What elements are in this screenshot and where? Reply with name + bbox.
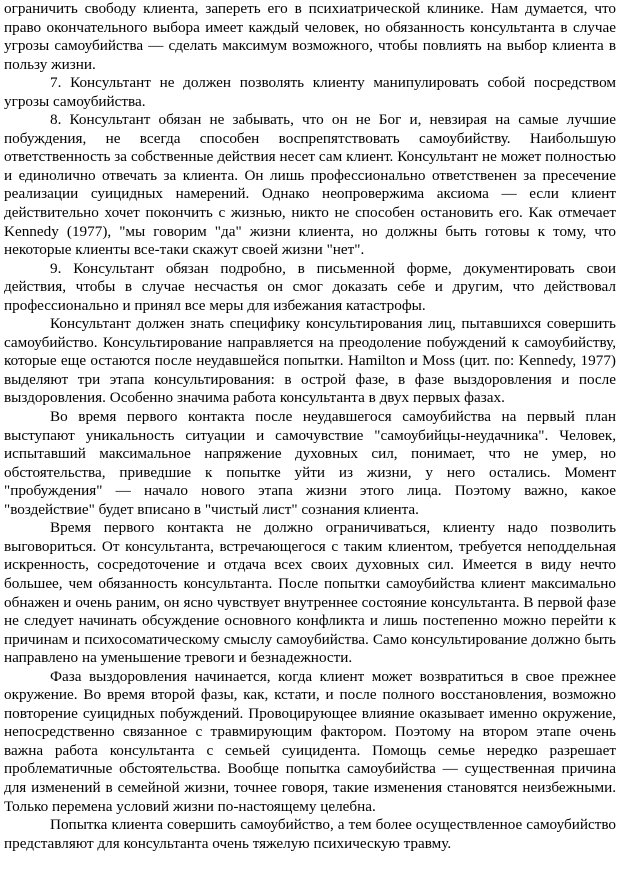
paragraph-recovery-phase: Фаза выздоровления начинается, когда клиент может возвратиться в свое прежнее окружение. Во время второй фазы, как, кстати, и после полного восстановления, возможно повторение суицидных побуждений. Провоцирующее влияние оказывает именно окружение, непосредственно связанное с травмирующим фактором. Поэтому на втором этапе очень важна работа консультанта с семьей суицидента. Помощь семье нередко разрешает проблематичные обстоятельства. Вообще попытка самоубийства — существенная причина для изменений в семейной жизни, точнее говоря, такие изменения становятся неизбежными. Только перемена условий жизни по-настоящему целебна. [4, 667, 616, 815]
paragraph-rule-8: 8. Консультант обязан не забывать, что он не Бог и, невзирая на самые лучшие побуждения, не всегда способен воспрепятствовать самоубийству. Наибольшую ответственность за собственные действия несет сам клиент. Консультант не может полностью и единолично отвечать за клиента. Он лишь профессионально ответственен за пресечение реализации суицидных намерений. Однако неопровержима аксиома — если клиент действительно хочет покончить с жизнью, никто не способен остановить его. Как отмечает Kennedy (1977), "мы говорим "да" жизни клиента, но должны быть готовы к тому, что некоторые клиенты все-таки скажут своей жизни "нет". [4, 111, 616, 259]
paragraph-rule-7: 7. Консультант не должен позволять клиенту манипулировать собой посредством угрозы самоубийства. [4, 74, 616, 110]
paragraph-first-contact: Во время первого контакта после неудавшегося самоубийства на первый план выступают уникальность ситуации и самочувствие "самоубийцы-неудачника". Человек, испытавший максимальное напряжение духовных сил, понимает, что не умер, но обстоятельства, приведшие к попытке уйти из жизни, у него остались. Момент "пробуждения" — начало нового этапа жизни этого лица. Поэтому важно, какое "воздействие" будет вписано в "чистый лист" сознания клиента. [4, 408, 616, 518]
paragraph-intro: ограничить свободу клиента, запереть его в психиатрической клинике. Нам думается, что право окончательного выбора имеет каждый человек, но обязанность консультанта в случае угрозы самоубийства — сделать максимум возможного, чтобы повлиять на выбор клиента в пользу жизни. [4, 0, 616, 73]
document-page [4, 0, 616, 853]
paragraph-contact-time: Время первого контакта не должно ограничиваться, клиенту надо позволить выговориться. От консультанта, встречающегося с таким клиентом, требуется неподдельная искренность, сосредоточение и отдача всех своих духовных сил. Имеется в виду нечто большее, чем обязанность консультанта. После попытки самоубийства клиент максимально обнажен и очень раним, он ясно чувствует внутреннее состояние консультанта. В первой фазе не следует начинать обсуждение основного конфликта и лишь постепенно можно перейти к причинам и психосоматическому смыслу самоубийства. Само консультирование должно быть направлено на уменьшение тревоги и безнадежности. [4, 519, 616, 667]
paragraph-rule-9: 9. Консультант обязан подробно, в письменной форме, документировать свои действия, чтобы в случае несчастья он смог доказать себе и другим, что действовал профессионально и принял все меры для избежания катастрофы. [4, 259, 616, 314]
paragraph-counselor-trauma: Попытка клиента совершить самоубийство, а тем более осуществленное самоубийство представляют для консультанта очень тяжелую психическую травму. [4, 816, 616, 852]
paragraph-counseling-specifics: Консультант должен знать специфику консультирования лиц, пытавшихся совершить самоубийство. Консультирование направляется на преодоление побуждений к самоубийству, которые еще остаются после неудавшейся попытки. Hamilton и Moss (цит. по: Kennedy, 1977) выделяют три этапа консультирования: в острой фазе, в фазе выздоровления и после выздоровления. Особенно значима работа консультанта в двух первых фазах. [4, 315, 616, 407]
